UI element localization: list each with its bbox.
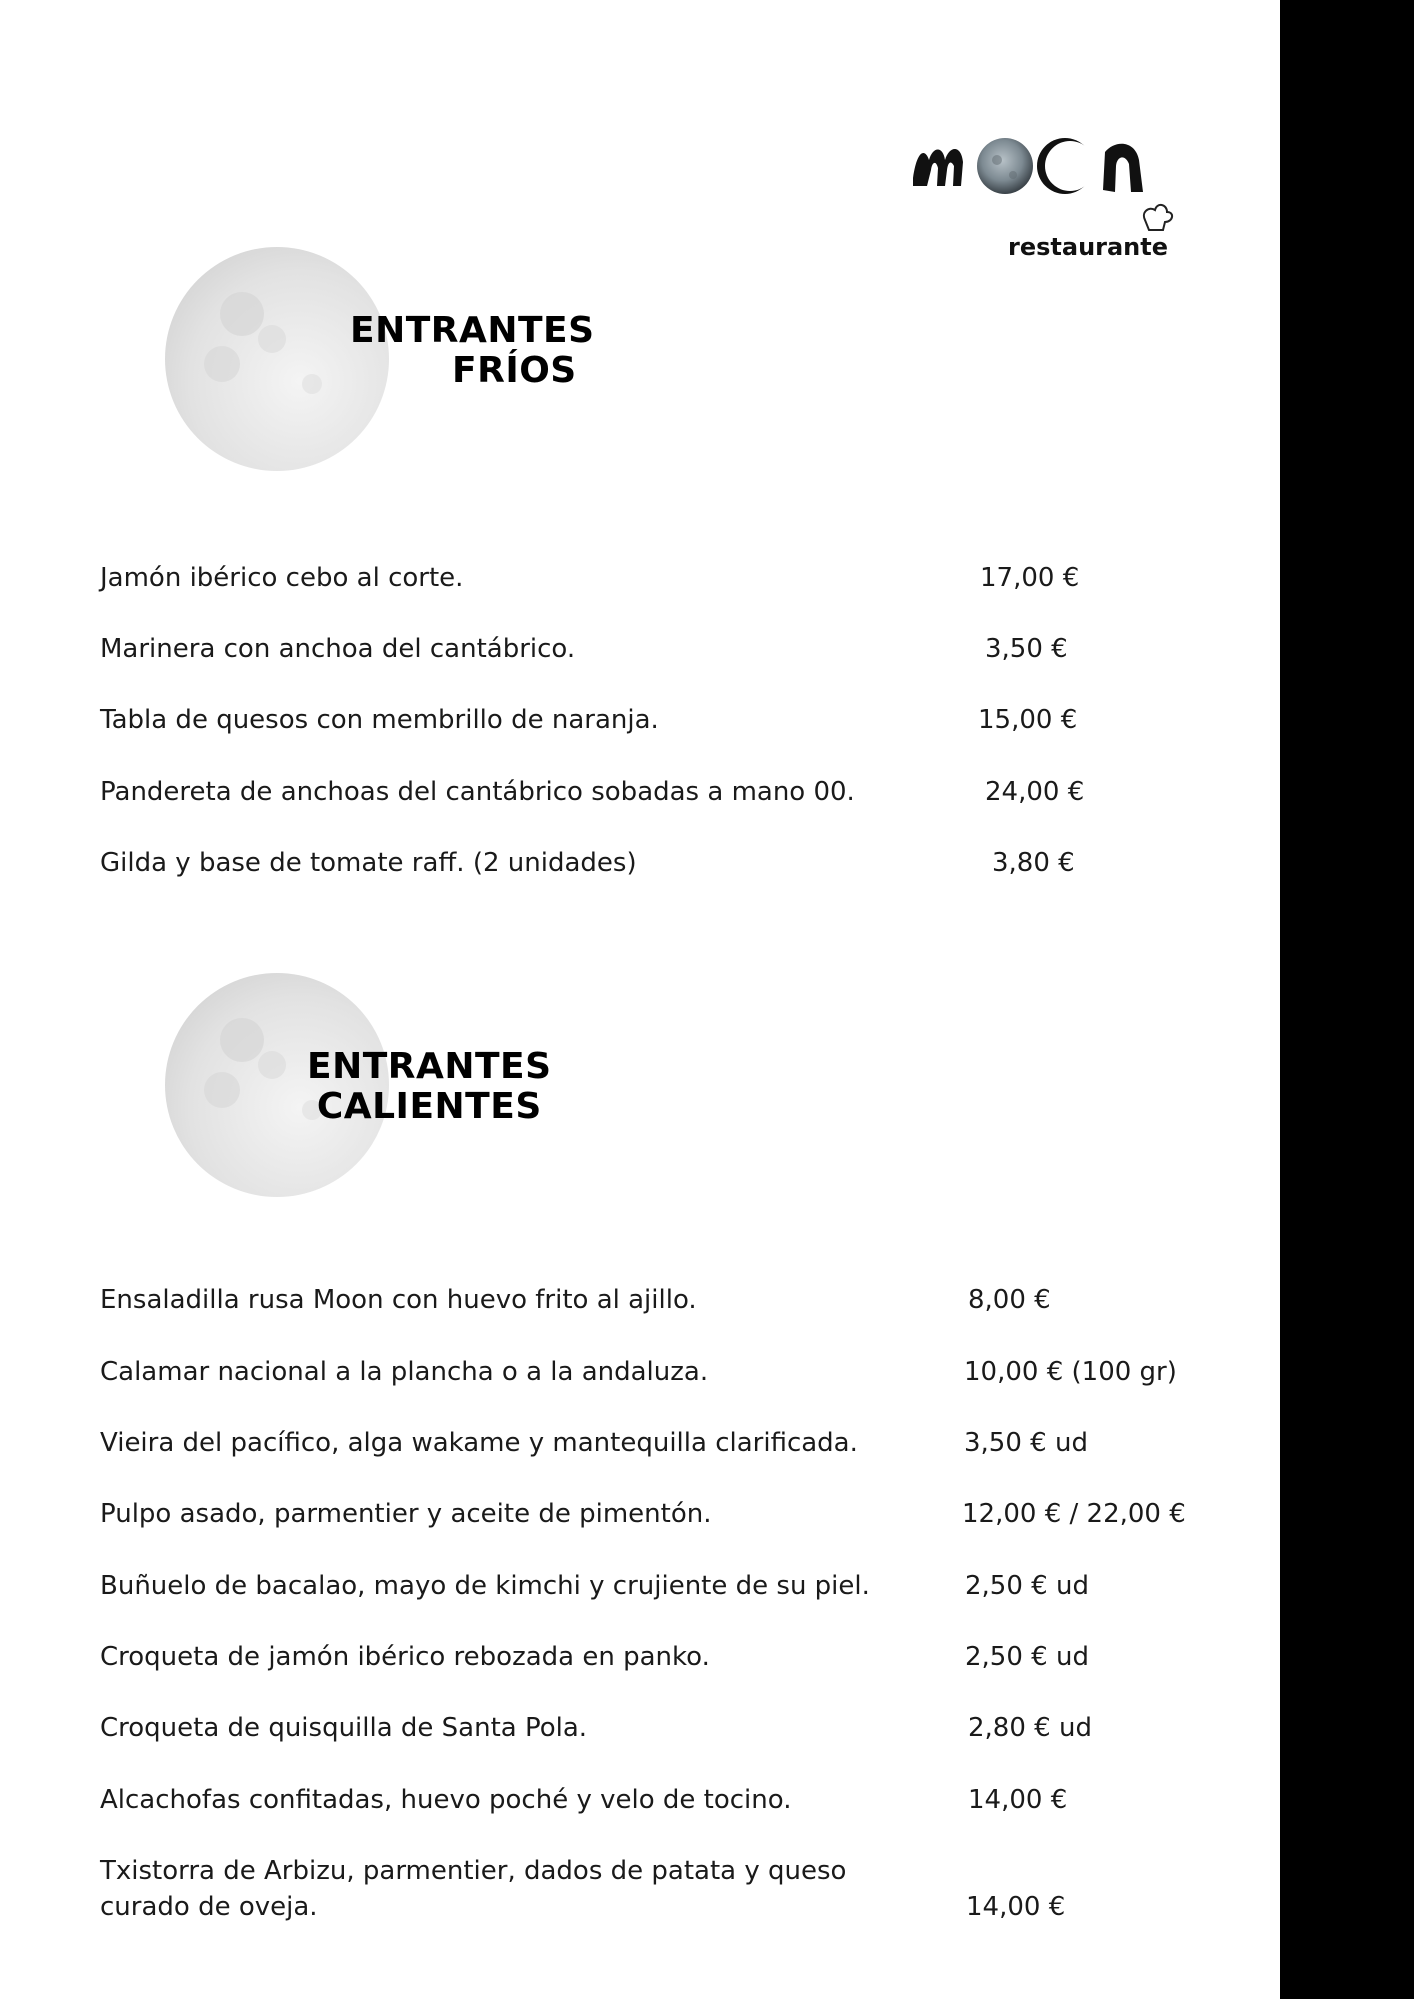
section-title-entrantes-frios: ENTRANTES FRÍOS [350,310,595,391]
menu-item-price: 8,00 € [968,1285,1051,1315]
menu-item-name: Marinera con anchoa del cantábrico. [100,634,576,664]
menu-item-price: 14,00 € [968,1785,1068,1815]
moon-logo-icon [905,120,1175,270]
menu-item-name: Gilda y base de tomate raff. (2 unidades) [100,848,637,878]
menu-item-name: Alcachofas confitadas, huevo poché y velo de tocino. [100,1785,792,1815]
section-title-entrantes-calientes: ENTRANTES CALIENTES [307,1046,552,1127]
menu-item-name-continued: curado de oveja. [100,1892,318,1922]
menu-item-price: 15,00 € [978,705,1078,735]
menu-item-name: Pulpo asado, parmentier y aceite de pimentón. [100,1499,712,1529]
logo-subtitle: restaurante [1008,233,1169,261]
menu-item-name: Txistorra de Arbizu, parmentier, dados de patata y queso [100,1856,847,1886]
menu-item-price: 17,00 € [980,563,1080,593]
menu-item-price: 12,00 € / 22,00 € [962,1499,1186,1529]
menu-item-name: Croqueta de quisquilla de Santa Pola. [100,1713,588,1743]
menu-item-name: Croqueta de jamón ibérico rebozada en panko. [100,1642,710,1672]
menu-item-name: Tabla de quesos con membrillo de naranja. [100,705,659,735]
menu-item-price: 2,80 € ud [968,1713,1092,1743]
menu-item-name: Calamar nacional a la plancha o a la andaluza. [100,1357,709,1387]
menu-item-price: 2,50 € ud [965,1642,1089,1672]
menu-item-price: 14,00 € [966,1892,1066,1922]
menu-item-name: Pandereta de anchoas del cantábrico sobadas a mano 00. [100,777,855,807]
menu-item-name: Buñuelo de bacalao, mayo de kimchi y crujiente de su piel. [100,1571,870,1601]
menu-item-name: Jamón ibérico cebo al corte. [100,563,464,593]
menu-item-price: 2,50 € ud [965,1571,1089,1601]
menu-item-price: 3,50 € ud [964,1428,1088,1458]
menu-item-price: 10,00 € (100 gr) [964,1357,1177,1387]
menu-item-price: 3,50 € [985,634,1068,664]
page-edge-bar [1280,0,1414,1999]
menu-item-name: Vieira del pacífico, alga wakame y mantequilla clarificada. [100,1428,858,1458]
menu-item-name: Ensaladilla rusa Moon con huevo frito al ajillo. [100,1285,697,1315]
menu-item-price: 24,00 € [985,777,1085,807]
menu-item-price: 3,80 € [992,848,1075,878]
restaurant-logo [905,120,1175,270]
